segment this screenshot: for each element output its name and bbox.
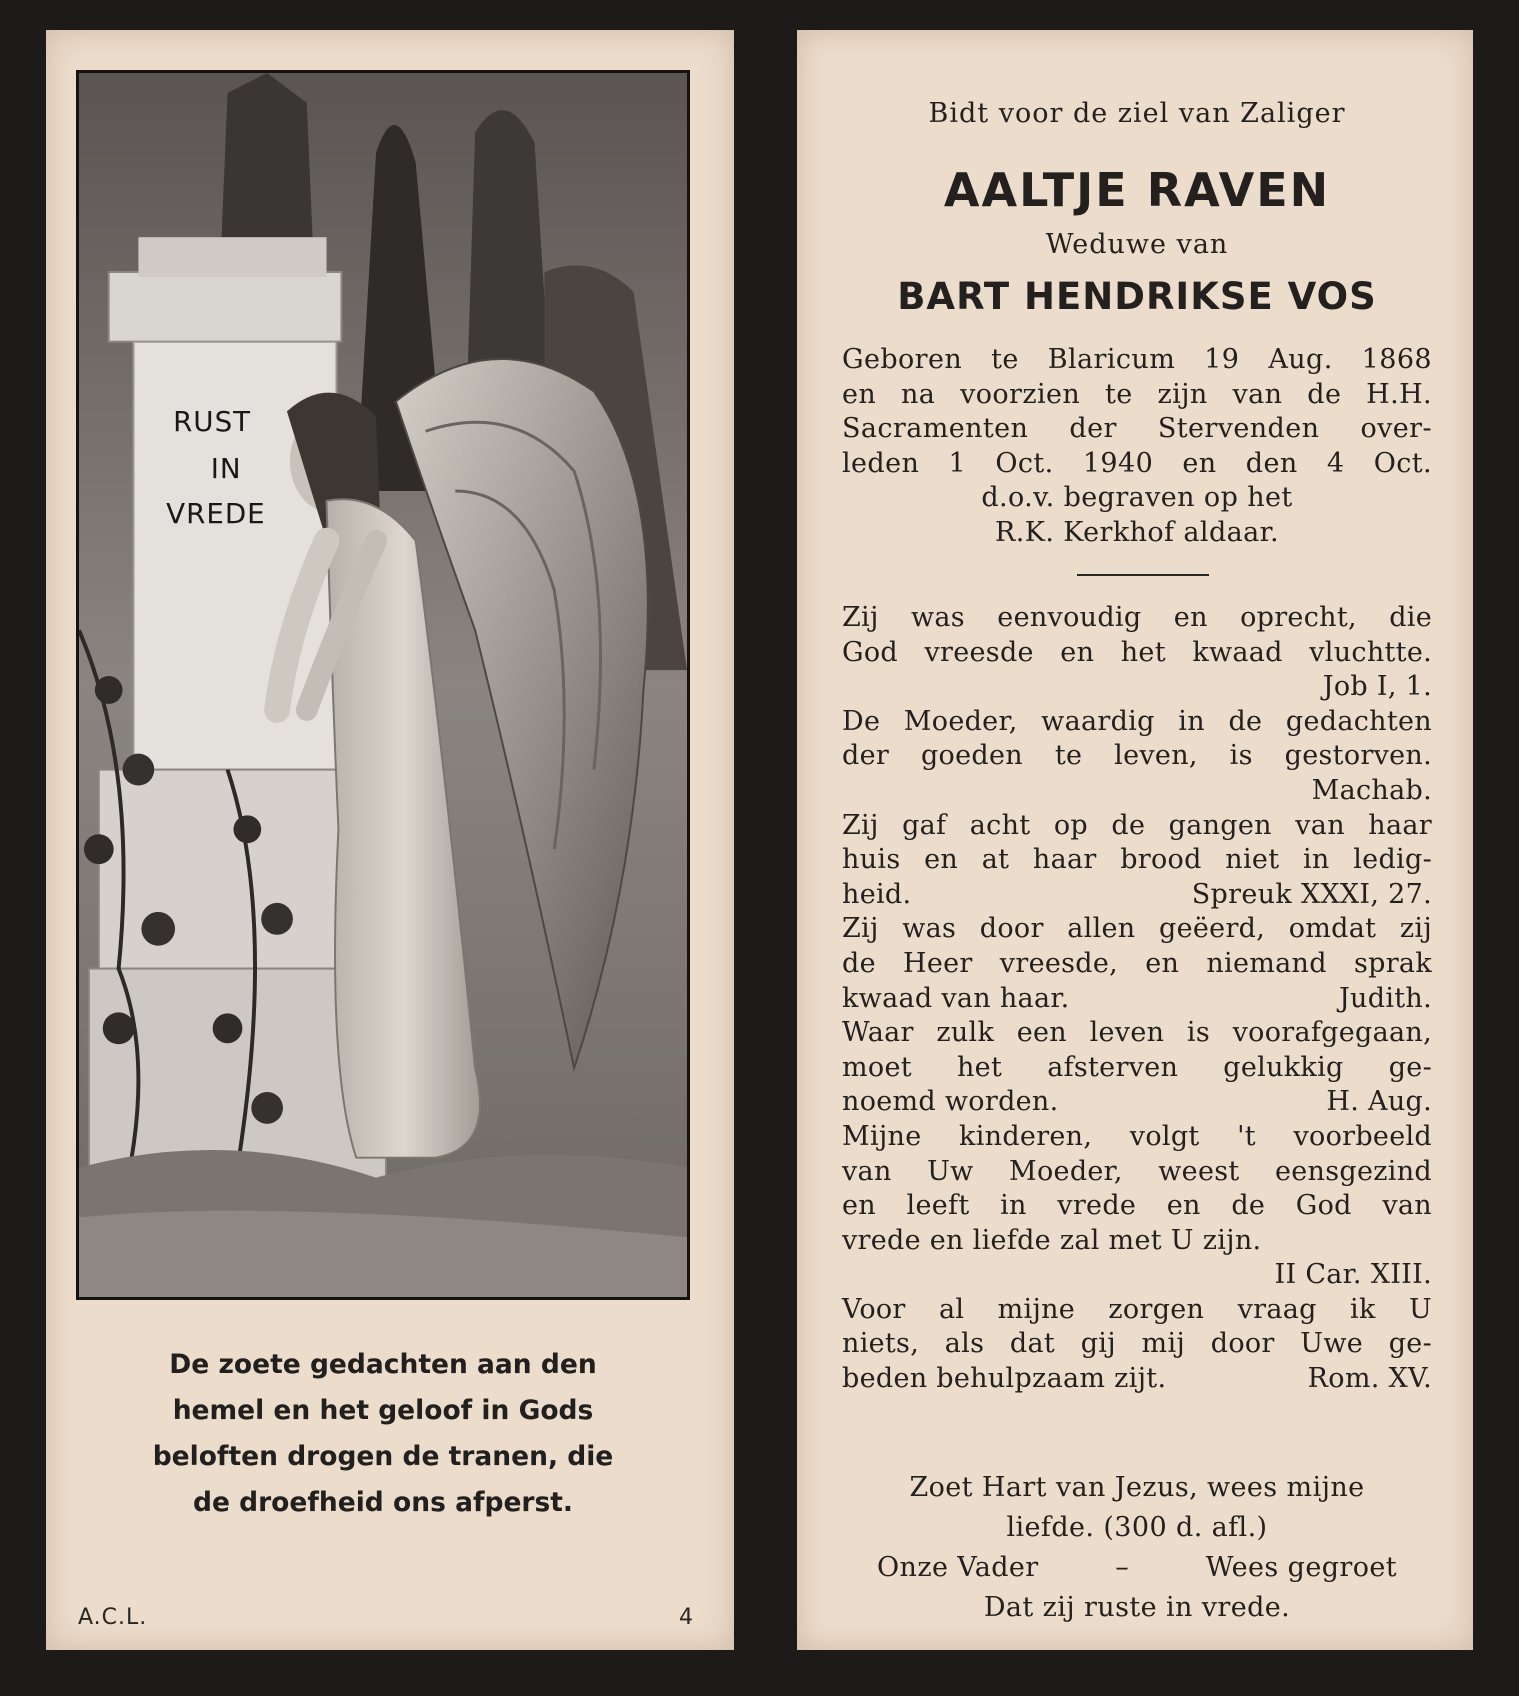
final-line: Dat zij ruste in vrede. xyxy=(983,1592,1291,1623)
quote-line: Mijne kinderen, volgt 't voorbeeld xyxy=(842,1120,1432,1152)
bio-line: Geboren te Blaricum 19 Aug. 1868 xyxy=(842,344,1432,375)
bio-line: en na voorzien te zijn van de H.H. xyxy=(842,378,1432,410)
quote-line: Voor al mijne zorgen vraag ik U xyxy=(842,1293,1432,1325)
prayer-hail-mary: Wees gegroet xyxy=(1205,1552,1397,1583)
quote-line: vrede en liefde zal met U zijn. xyxy=(842,1224,1262,1256)
widow-of-label: Weduwe van xyxy=(1045,229,1229,260)
quote-line: Zij was eenvoudig en oprecht, die xyxy=(842,602,1432,633)
quote-line: en leeft in vrede en de God van xyxy=(842,1190,1432,1222)
quote-line: God vreesde en het kwaad vluchtte. xyxy=(842,636,1432,668)
quote-line-with-source xyxy=(842,1362,1432,1397)
memorial-verse xyxy=(76,1342,690,1526)
closing-line: Zoet Hart van Jezus, wees mijne xyxy=(909,1472,1365,1503)
quote-line: Zij gaf acht op de gangen van haar xyxy=(842,809,1432,841)
prayer-intro: Bidt voor de ziel van Zaliger xyxy=(928,98,1346,129)
stone-inscription-rust: RUST xyxy=(173,405,252,439)
verse-line: de droefheid ons afperst. xyxy=(192,1487,574,1518)
quote-source: H. Aug. xyxy=(1326,1086,1432,1118)
quote-line: kwaad van haar. xyxy=(842,982,1070,1014)
quote-line: Waar zulk een leven is voorafgegaan, xyxy=(842,1017,1432,1049)
deceased-name: AALTJE RAVEN xyxy=(943,163,1331,217)
verse-line: hemel en het geloof in Gods xyxy=(172,1395,594,1426)
bio-line: R.K. Kerkhof aldaar. xyxy=(995,516,1279,548)
verse-line: beloften drogen de tranen, die xyxy=(152,1441,614,1472)
bio-line: leden 1 Oct. 1940 en den 4 Oct. xyxy=(842,447,1432,479)
prayer-our-father: Onze Vader xyxy=(877,1552,1039,1583)
quote-source: Judith. xyxy=(1338,982,1432,1014)
quote-source: Spreuk XXXI, 27. xyxy=(1191,878,1432,910)
printer-mark: A.C.L. xyxy=(78,1605,148,1630)
quote-line: Zij was door allen geëerd, omdat zij xyxy=(842,913,1432,945)
quote-line: noemd worden. xyxy=(842,1086,1059,1118)
quote-line: de Heer vreesde, en niemand sprak xyxy=(842,947,1432,979)
quote-line: moet het afsterven gelukkig ge- xyxy=(842,1051,1432,1083)
prayer-separator: – xyxy=(1115,1552,1130,1583)
quote-line: der goeden te leven, is gestorven. xyxy=(842,740,1432,772)
biography xyxy=(842,343,1432,550)
quote-line: huis en at haar brood niet in ledig- xyxy=(842,844,1432,876)
quote-line-with-source xyxy=(842,982,1432,1017)
quote-source: Job I, 1. xyxy=(1322,671,1432,703)
left-card-panel xyxy=(46,30,734,1650)
quote-line-with-source xyxy=(842,878,1432,913)
quote-line: De Moeder, waardig in de gedachten xyxy=(842,705,1432,737)
closing-prayers xyxy=(842,1468,1432,1628)
closing-line: liefde. (300 d. afl.) xyxy=(1006,1512,1268,1543)
quote-line: heid. xyxy=(842,878,912,910)
husband-name: BART HENDRIKSE VOS xyxy=(897,275,1377,318)
quote-line: niets, als dat gij mij door Uwe ge- xyxy=(842,1328,1432,1360)
quote-source: II Car. XIII. xyxy=(1274,1259,1432,1291)
prayers-row xyxy=(842,1548,1432,1588)
stone-inscription-vrede: VREDE xyxy=(166,496,266,530)
quote-source: Rom. XV. xyxy=(1307,1363,1432,1395)
quote-line: van Uw Moeder, weest eensgezind xyxy=(842,1155,1432,1187)
angel-at-grave-engraving xyxy=(76,70,690,1300)
bio-line: d.o.v. begraven op het xyxy=(981,482,1293,513)
divider-rule xyxy=(1077,574,1209,576)
verse-line: De zoete gedachten aan den xyxy=(169,1349,597,1380)
quote-source: Machab. xyxy=(1311,774,1432,806)
quote-line-with-source xyxy=(842,1085,1432,1120)
bio-line: Sacramenten der Stervenden over- xyxy=(842,413,1432,444)
right-card-panel xyxy=(797,30,1473,1650)
card-number: 4 xyxy=(679,1605,694,1630)
quote-line: beden behulpzaam zijt. xyxy=(842,1363,1167,1395)
stone-inscription-in: IN xyxy=(210,451,242,486)
scripture-quotes xyxy=(842,601,1432,1397)
